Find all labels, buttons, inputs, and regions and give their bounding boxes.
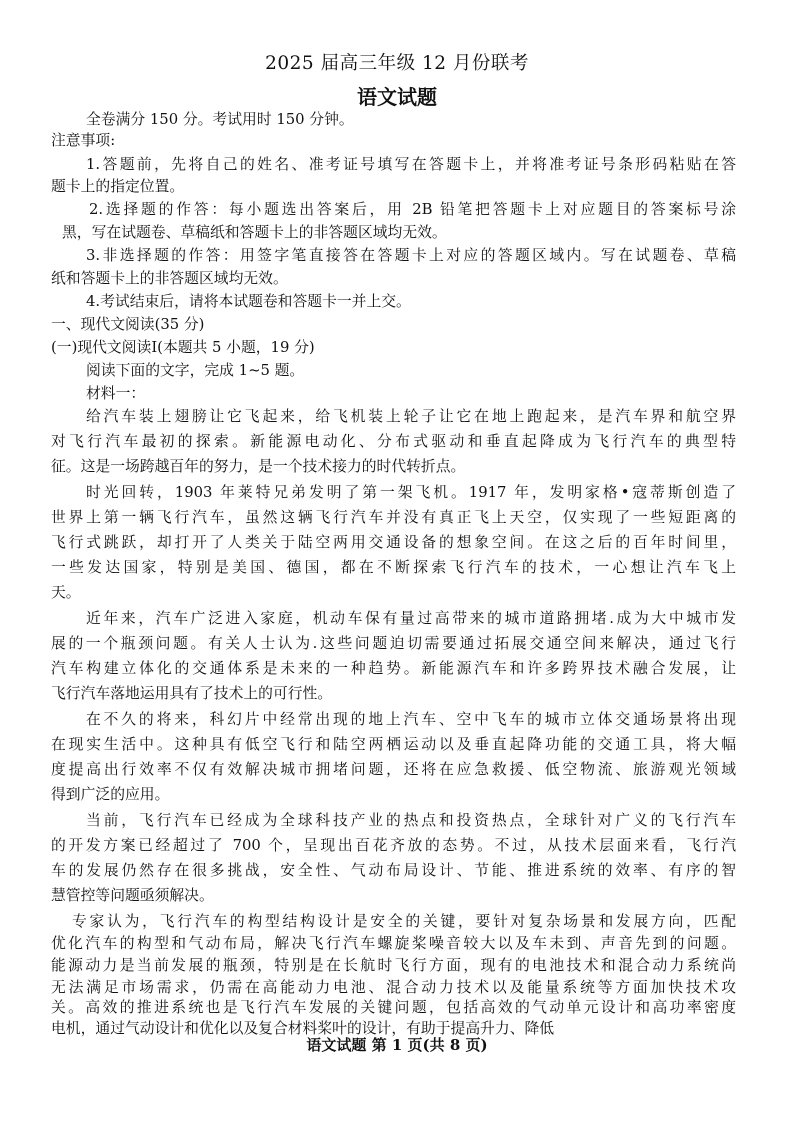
reading-instruction: 阅读下面的文字，完成 1~5 题。: [86, 362, 305, 379]
passage-line: 得到广泛的应用。: [51, 786, 170, 803]
passage-line: 给汽车装上翅膀让它飞起来，给飞机装上轮子让它在地上跑起来，是汽车界和航空界: [86, 408, 736, 425]
exam-subtitle: 语文试题: [357, 85, 437, 109]
note-3-line-1: 3.非选择题的作答：用签字笔直接答在答题卡上对应的答题区域内。写在试题卷、草稿: [86, 247, 736, 264]
passage-line: 征。这是一场跨越百年的努力，是一个技术接力的时代转折点。: [51, 458, 466, 475]
material-label: 材料一：: [86, 385, 146, 402]
exam-title: 2025 届高三年级 12 月份联考: [265, 53, 529, 74]
section-heading: 一、现代文阅读(35 分): [51, 316, 205, 333]
note-1-line-2: 题卡上的指定位置。: [51, 178, 185, 195]
note-4: 4.考试结束后，请将本试题卷和答题卡一并上交。: [86, 293, 411, 310]
passage-line: 无法满足市场需求，仍需在高能动力电池、混合动力技术以及能量系统等方面加快技术攻: [51, 979, 736, 996]
passage-line: 天。: [51, 584, 81, 601]
page-footer: 语文试题 第 1 页(共 8 页): [306, 1036, 488, 1054]
score-time-line: 全卷满分 150 分。考试用时 150 分钟。: [86, 111, 354, 128]
passage-line: 汽车构建立体化的交通体系是未来的一种趋势。新能源汽车和许多跨界技术融合发展，让: [51, 660, 736, 677]
passage-line: 展的一个瓶颈问题。有关人士认为.这些问题迫切需要通过拓展交通空间来解决，通过飞行: [51, 635, 736, 652]
passage-line: 世界上第一辆飞行汽车，虽然这辆飞行汽车并没有真正飞上天空，仅实现了一些短距离的: [51, 509, 736, 526]
passage-line: 当前，飞行汽车已经成为全球科技产业的热点和投资热点，全球针对广义的飞行汽车: [86, 812, 736, 829]
passage-line: 电机，通过气动设计和优化以及复合材料桨叶的设计，有助于提高升力、降低: [51, 1020, 555, 1037]
passage-line: 车的发展仍然存在很多挑战，安全性、气动布局设计、节能、推进系统的效率、有序的智: [51, 862, 736, 879]
passage-line: 近年来，汽车广泛进入家庭，机动车保有量过高带来的城市道路拥堵.成为大中城市发: [86, 610, 736, 627]
passage-line: 在现实生活中。这种具有低空飞行和陆空两栖运动以及垂直起降功能的交通工具，将大幅: [51, 736, 736, 753]
note-3-line-2: 纸和答题卡上的非答题区域均无效。: [51, 270, 288, 287]
passage-line: 一些发达国家，特别是美国、德国，都在不断探索飞行汽车的技术，一心想让汽车飞上: [51, 559, 736, 576]
passage-line: 度提高出行效率不仅有效解决城市拥堵问题，还将在应急救援、低空物流、旅游观光领域: [51, 761, 736, 778]
note-2-line-1: 2.选择题的作答：每小题选出答案后，用 2B 铅笔把答题卡上对应题目的答案标号涂: [89, 201, 736, 218]
notes-heading: 注意事项:: [51, 132, 116, 149]
passage-line: 的开发方案已经超过了 700 个，呈现出百花齐放的态势。不过，从技术层面来看，飞行汽: [51, 837, 736, 854]
note-2-line-2: 黑，写在试题卷、草稿纸和答题卡上的非答题区域均无效。: [62, 224, 447, 241]
passage-line: 关。高效的推进系统也是飞行汽车发展的关键问题，包括高效的气动单元设计和高功率密度: [51, 999, 736, 1016]
passage-line: 飞行汽车落地运用具有了技术上的可行性。: [51, 685, 333, 702]
passage-line: 对飞行汽车最初的探索。新能源电动化、分布式驱动和垂直起降成为飞行汽车的典型特: [51, 433, 736, 450]
sub-section-heading: (一)现代文阅读Ⅰ(本题共 5 小题，19 分): [51, 339, 315, 356]
passage-line: 专家认为，飞行汽车的构型结构设计是安全的关键，要针对复杂场景和发展方向，匹配: [72, 913, 736, 930]
passage-line: 慧管控等问题亟须解决。: [51, 887, 214, 904]
passage-line: 优化汽车的构型和气动布局，解决飞行汽车螺旋桨噪音较大以及车未到、声音先到的问题。: [51, 935, 736, 952]
passage-line: 时光回转，1903 年莱特兄弟发明了第一架飞机。1917 年，发明家格•寇蒂斯创造了: [86, 484, 736, 501]
passage-line: 飞行式跳跃，却打开了人类关于陆空两用交通设备的想象空间。在这之后的百年时间里，: [51, 534, 736, 551]
passage-line: 能源动力是当前发展的瓶颈，特别是在长航时飞行方面，现有的电池技术和混合动力系统尚: [51, 957, 736, 974]
passage-line: 在不久的将来，科幻片中经常出现的地上汽车、空中飞车的城市立体交通场景将出现: [86, 711, 736, 728]
note-1-line-1: 1.答题前，先将自己的姓名、准考证号填写在答题卡上，并将准考证号条形码粘贴在答: [86, 156, 736, 173]
